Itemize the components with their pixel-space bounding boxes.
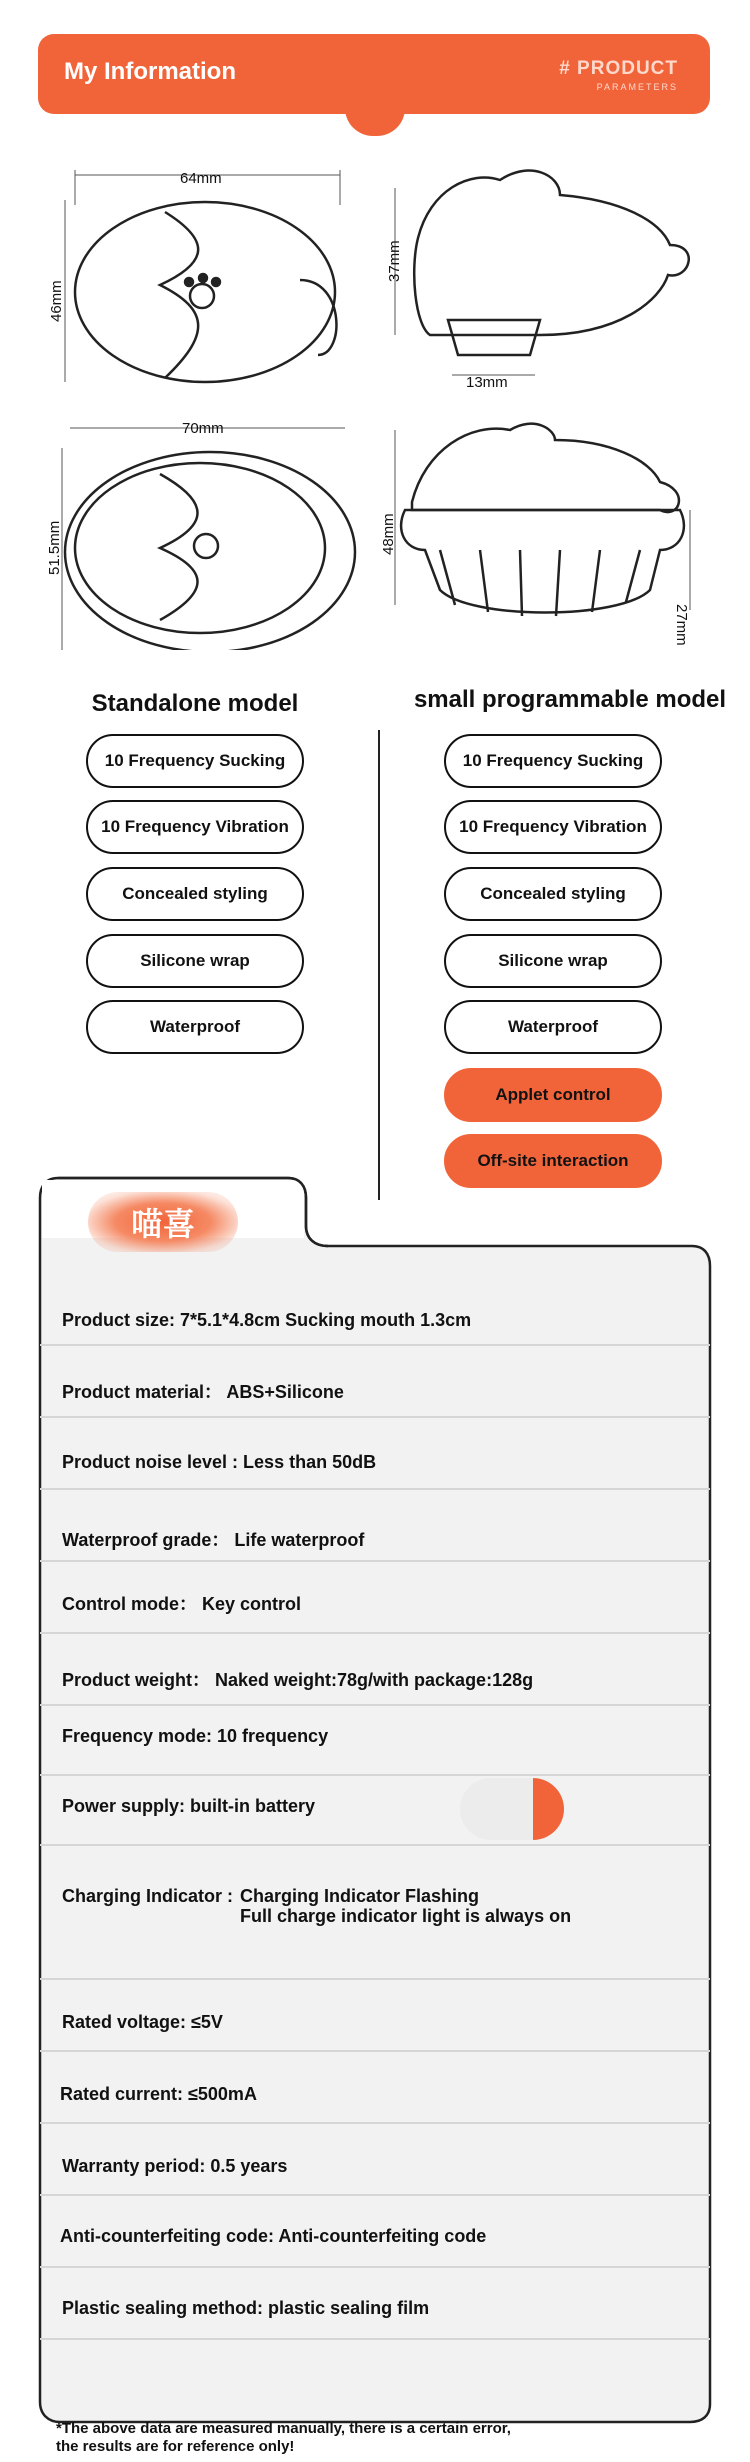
brand-badge: 喵喜 bbox=[88, 1192, 238, 1252]
side-case-lid bbox=[412, 424, 679, 512]
spec-anticounterfeit: Anti-counterfeiting code: Anti-counterfeiting code bbox=[60, 2226, 487, 2246]
spec-row bbox=[40, 2196, 710, 2268]
spec-size: Product size: 7*5.1*4.8cm Sucking mouth 1.3cm bbox=[62, 1310, 472, 1330]
spec-charging-label: Charging Indicator : bbox=[62, 1886, 233, 1906]
programmable-feature: 10 Frequency Vibration bbox=[444, 800, 662, 854]
spec-row bbox=[40, 1634, 710, 1706]
standalone-feature: 10 Frequency Sucking bbox=[86, 734, 304, 788]
footnote-line1: *The above data are measured manually, there is a certain error, bbox=[56, 2420, 511, 2437]
standalone-feature: 10 Frequency Vibration bbox=[86, 800, 304, 854]
header-notch bbox=[345, 108, 405, 136]
top-case-inner bbox=[75, 463, 325, 633]
spec-sealing: Plastic sealing method: plastic sealing film bbox=[62, 2298, 430, 2318]
dim-side-case-height: 48mm bbox=[380, 513, 397, 555]
spec-power: Power supply: built-in battery bbox=[62, 1796, 316, 1816]
spec-material: Product material： ABS+Silicone bbox=[62, 1382, 344, 1402]
spec-frequency: Frequency mode: 10 frequency bbox=[62, 1726, 329, 1746]
programmable-title: small programmable model bbox=[413, 686, 727, 713]
programmable-feature: Silicone wrap bbox=[444, 934, 662, 988]
spec-weight: Product weight： Naked weight:78g/with package:128g bbox=[62, 1670, 534, 1690]
spec-row bbox=[40, 1980, 710, 2052]
applet-control-pill: Applet control bbox=[444, 1068, 662, 1122]
column-divider bbox=[378, 730, 380, 1200]
spec-row bbox=[40, 2124, 710, 2196]
programmable-feature: Concealed styling bbox=[444, 867, 662, 921]
spec-current: Rated current: ≤500mA bbox=[60, 2084, 257, 2104]
spec-control: Control mode： Key control bbox=[62, 1594, 302, 1614]
footnote-line2: the results are for reference only! bbox=[56, 2438, 295, 2455]
spec-row bbox=[40, 2268, 710, 2340]
header-subtitle: PARAMETERS bbox=[596, 82, 678, 92]
dim-side-view-mouth: 13mm bbox=[466, 374, 508, 391]
dim-top-view-height: 46mm bbox=[48, 280, 65, 322]
spec-voltage: Rated voltage: ≤5V bbox=[62, 2012, 223, 2032]
spec-row bbox=[40, 1846, 710, 1980]
offsite-interaction-pill: Off-site interaction bbox=[444, 1134, 662, 1188]
spec-row bbox=[40, 1274, 710, 1346]
dim-top-case-height: 51.5mm bbox=[46, 520, 63, 575]
header-tag: # PRODUCT bbox=[559, 58, 678, 79]
standalone-feature: Waterproof bbox=[86, 1000, 304, 1054]
spec-row bbox=[40, 1776, 710, 1846]
product-drawings bbox=[0, 150, 750, 650]
spec-row bbox=[40, 1418, 710, 1490]
dim-top-case-width: 70mm bbox=[182, 420, 224, 437]
product-thumbnail bbox=[460, 1778, 564, 1840]
dim-side-view-height: 37mm bbox=[386, 240, 403, 282]
spec-charging-line2: Full charge indicator light is always on bbox=[240, 1906, 572, 1926]
dim-side-case-base: 27mm bbox=[673, 604, 690, 646]
programmable-feature: Waterproof bbox=[444, 1000, 662, 1054]
spec-row bbox=[40, 1706, 710, 1776]
dim-top-view-width: 64mm bbox=[180, 170, 222, 187]
spec-noise: Product noise level : Less than 50dB bbox=[62, 1452, 377, 1472]
standalone-title: Standalone model bbox=[91, 690, 299, 717]
programmable-feature: 10 Frequency Sucking bbox=[444, 734, 662, 788]
page-title: My Information bbox=[64, 58, 236, 85]
spec-row bbox=[40, 1490, 710, 1562]
side-view-mouth bbox=[448, 320, 540, 355]
spec-warranty: Warranty period: 0.5 years bbox=[62, 2156, 288, 2176]
standalone-feature: Concealed styling bbox=[86, 867, 304, 921]
top-view-body bbox=[75, 202, 335, 382]
side-view-body bbox=[414, 171, 689, 335]
spec-row bbox=[40, 1562, 710, 1634]
spec-waterproof: Waterproof grade： Life waterproof bbox=[62, 1530, 365, 1550]
spec-charging-line1: Charging Indicator Flashing bbox=[240, 1886, 480, 1906]
spec-row bbox=[40, 1346, 710, 1418]
standalone-feature: Silicone wrap bbox=[86, 934, 304, 988]
spec-row bbox=[40, 2052, 710, 2124]
top-case-outer bbox=[65, 452, 355, 650]
